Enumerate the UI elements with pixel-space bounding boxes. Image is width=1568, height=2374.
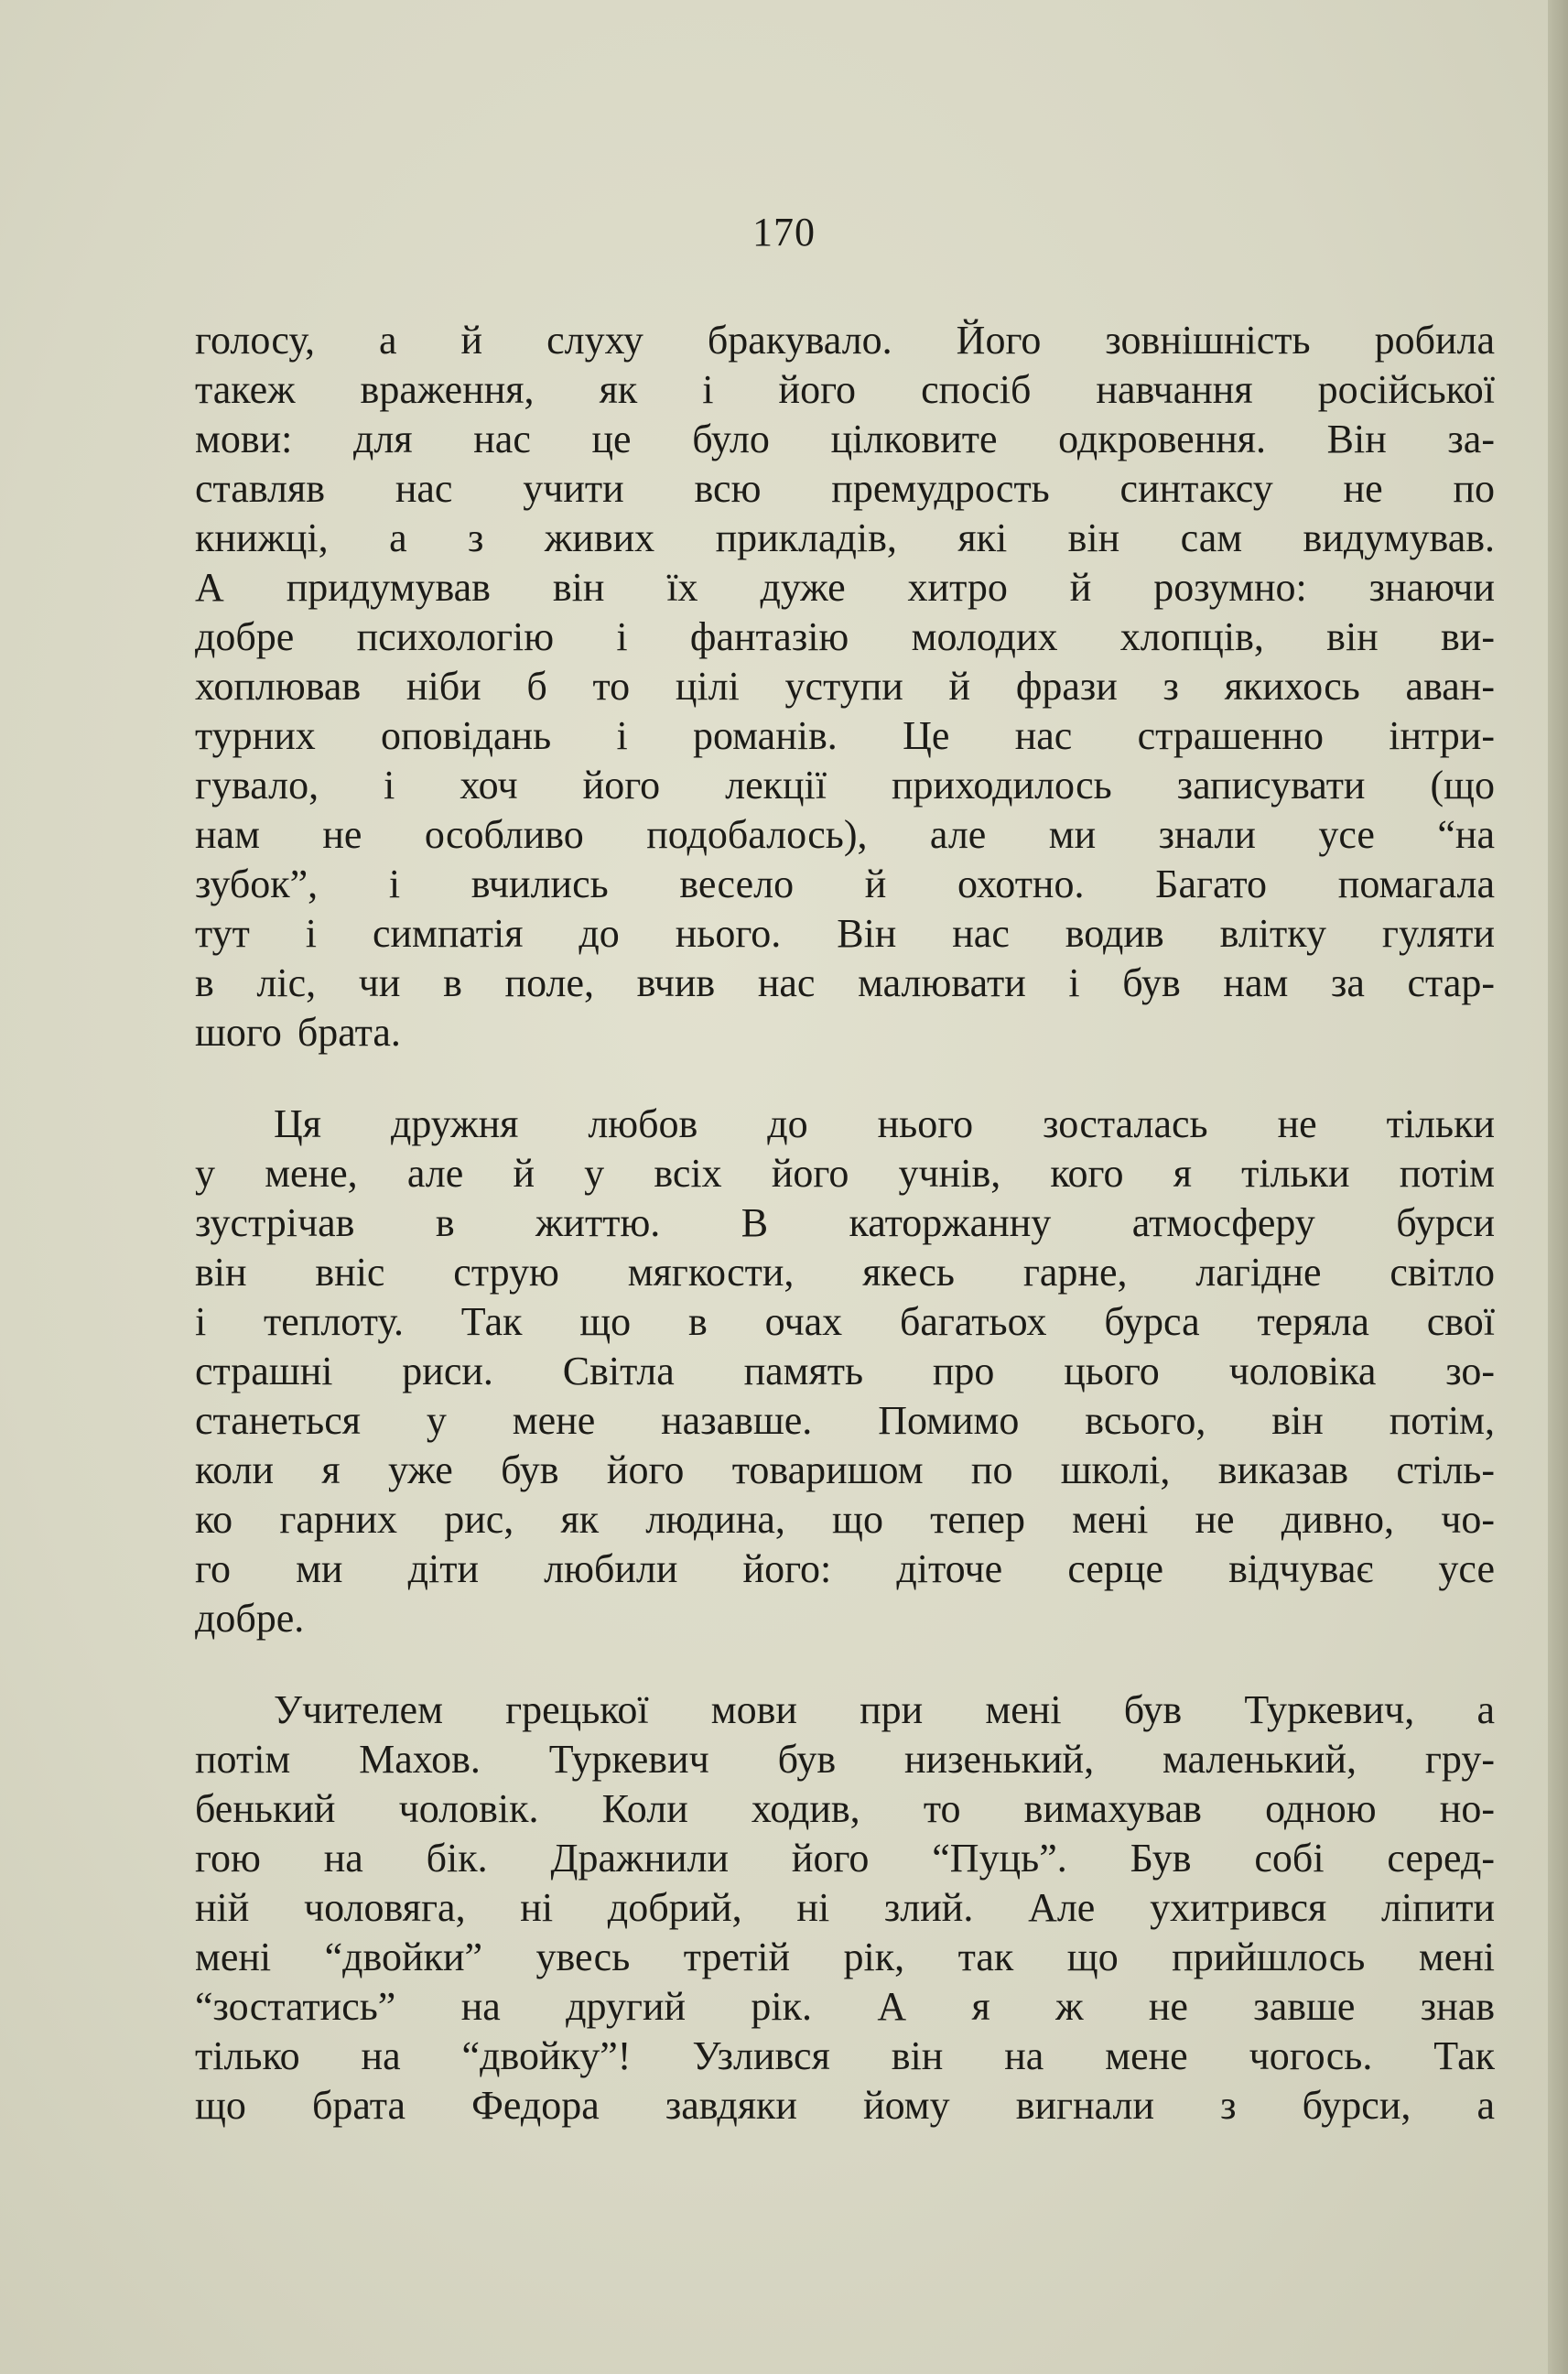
- paragraph: [195, 1686, 1495, 2130]
- text-line: “зостатись” на другий рік. А я ж не завше знав: [195, 1984, 1495, 2029]
- text-line: А придумував він їх дуже хитро й розумно: знаючи: [195, 565, 1495, 610]
- text-line: у мене, але й у всіх його учнів, кого я тільки потім: [195, 1151, 1495, 1196]
- text-line: турних оповідань і романів. Це нас страшенно інтри-: [195, 713, 1495, 758]
- text-line: коли я уже був його товаришом по школі, виказав стіль-: [195, 1447, 1495, 1492]
- text-line: нам не особливо подобалось), але ми знали усе “на: [195, 812, 1495, 857]
- page-edge: [1548, 0, 1568, 2374]
- text-line: в ліс, чи в поле, вчив нас малювати і був нам за стар-: [195, 960, 1495, 1005]
- page-number: 170: [752, 210, 816, 255]
- text-line: станеться у мене назавше. Помимо всього, він потім,: [195, 1398, 1495, 1443]
- text-line: шого брата.: [195, 1010, 401, 1055]
- paragraph: [195, 1100, 1495, 1643]
- text-line: зустрічав в життю. В каторжанну атмосферу бурси: [195, 1200, 1495, 1245]
- text-line: що брата Федора завдяки йому вигнали з бурси, а: [195, 2083, 1495, 2128]
- text-line: мені “двойки” увесь третій рік, так що прийшлось мені: [195, 1935, 1495, 1979]
- text-line: мови: для нас це було цілковите одкровення. Він за-: [195, 417, 1495, 461]
- text-line: тілько на “двойку”! Узлився він на мене чогось. Так: [195, 2033, 1495, 2078]
- text-line: тут і симпатія до нього. Він нас водив влітку гуляти: [195, 911, 1495, 956]
- paragraph-gap: [195, 1057, 1495, 1100]
- text-line: гою на бік. Дражнили його “Пуць”. Був собі серед-: [195, 1836, 1495, 1881]
- text-line: Учителем грецької мови при мені був Туркевич, а: [274, 1687, 1495, 1732]
- body-text: [195, 316, 1495, 2130]
- text-line: добре.: [195, 1596, 305, 1641]
- paragraph-gap: [195, 1643, 1495, 1686]
- text-line: зубок”, і вчились весело й охотно. Багато помагала: [195, 862, 1495, 906]
- text-line: книжці, а з живих прикладів, які він сам видумував.: [195, 515, 1495, 560]
- text-line: ко гарних рис, як людина, що тепер мені не дивно, чо-: [195, 1497, 1495, 1542]
- text-line: добре психологію і фантазію молодих хлопців, він ви-: [195, 614, 1495, 659]
- text-line: хоплював ніби б то цілі уступи й фрази з якихось аван-: [195, 664, 1495, 709]
- text-line: такеж враження, як і його спосіб навчання російської: [195, 367, 1495, 412]
- text-line: ній чоловяга, ні добрий, ні злий. Але ухитрився ліпити: [195, 1885, 1495, 1930]
- text-line: він вніс струю мягкости, якесь гарне, лагідне світло: [195, 1250, 1495, 1295]
- text-line: го ми діти любили його: діточе серце відчуває усе: [195, 1546, 1495, 1591]
- text-line: ставляв нас учити всю премудрость синтаксу не по: [195, 466, 1495, 511]
- text-line: потім Махов. Туркевич був низенький, маленький, гру-: [195, 1737, 1495, 1782]
- text-line: Ця дружня любов до нього зосталась не тільки: [274, 1101, 1495, 1146]
- text-line: голосу, а й слуху бракувало. Його зовнішність робила: [195, 318, 1495, 363]
- text-line: гувало, і хоч його лекції приходилось записувати (що: [195, 763, 1495, 808]
- paragraph: [195, 316, 1495, 1057]
- text-line: і теплоту. Так що в очах багатьох бурса теряла свої: [195, 1299, 1495, 1344]
- text-line: страшні риси. Світла память про цього чоловіка зо-: [195, 1349, 1495, 1393]
- text-line: бенький чоловік. Коли ходив, то вимахував одною но-: [195, 1786, 1495, 1831]
